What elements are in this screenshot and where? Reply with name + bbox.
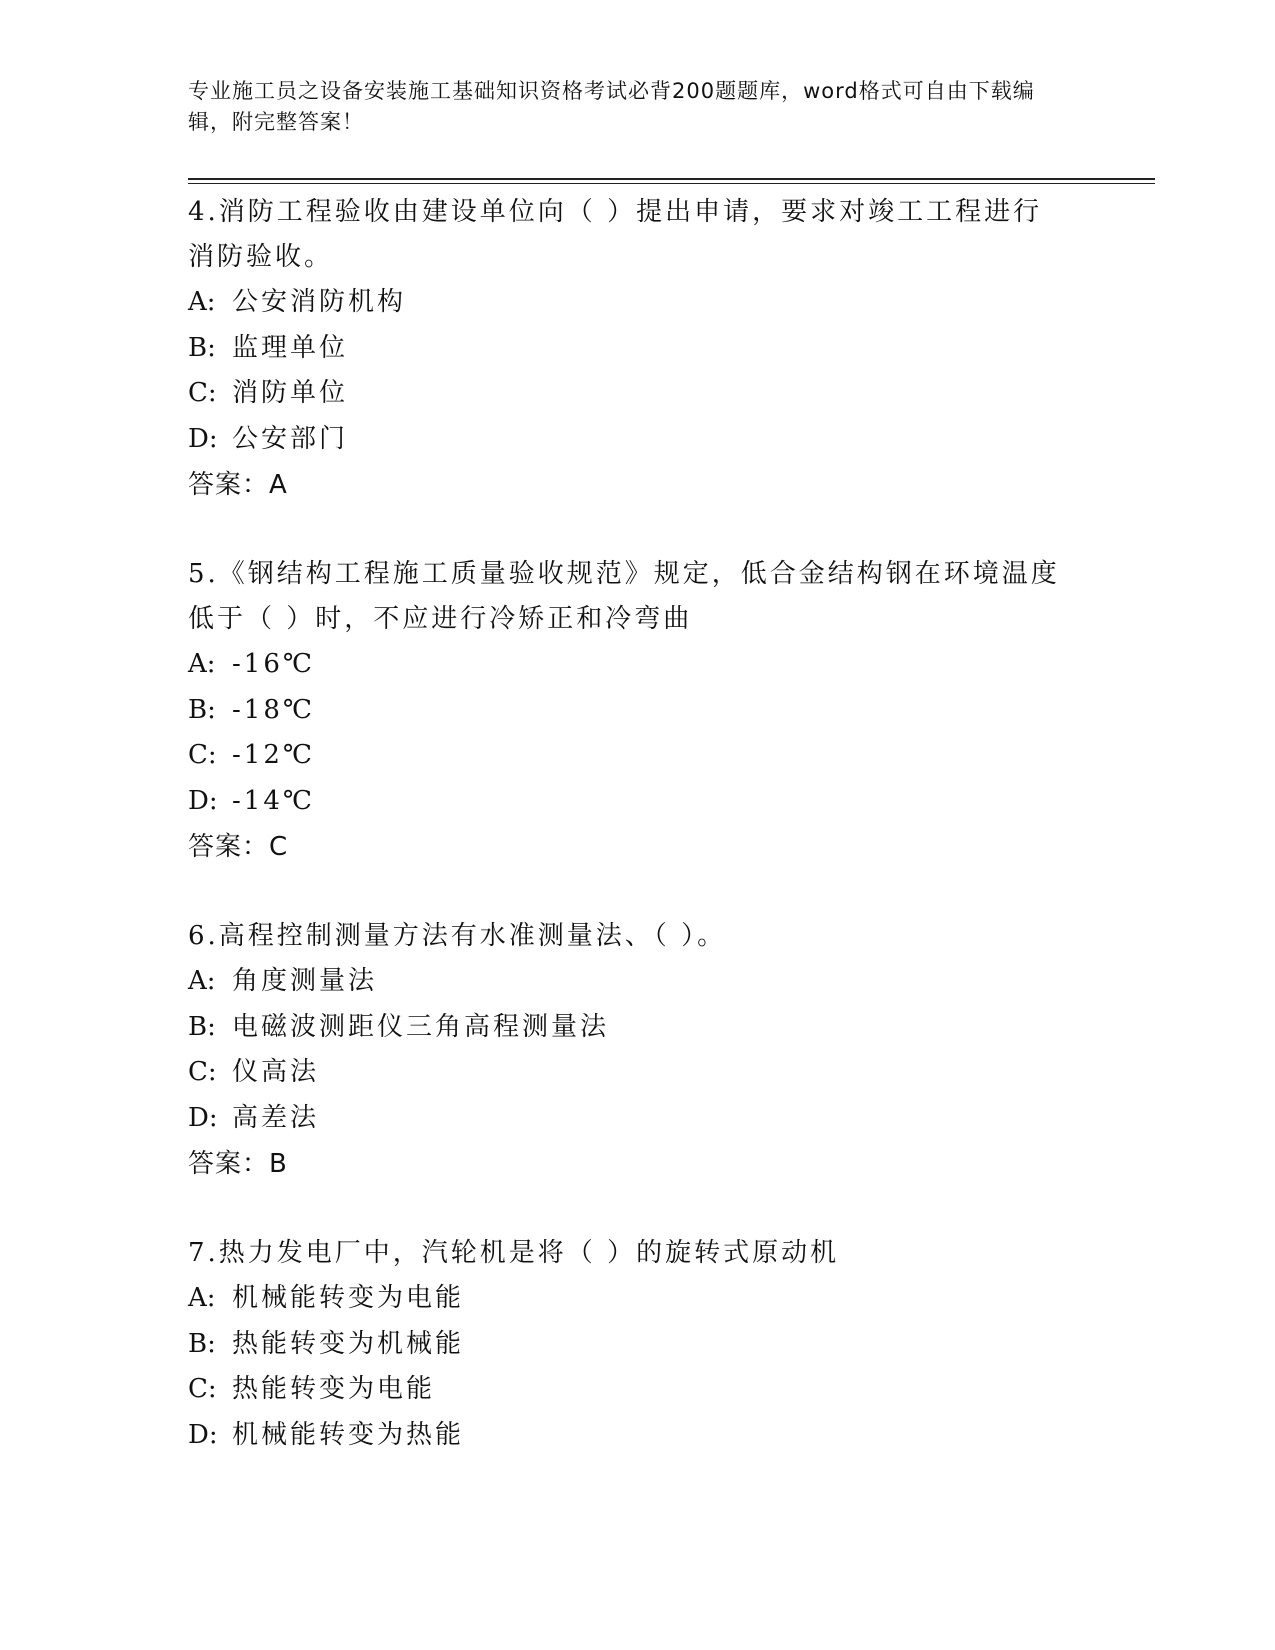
option-text: 公安部门	[232, 423, 349, 454]
option-label: D:	[188, 785, 218, 816]
option-text: 监理单位	[232, 332, 349, 363]
answer-text: 答案：A	[188, 470, 288, 500]
option-a	[188, 280, 1088, 326]
option-a	[188, 1276, 1088, 1322]
question-stem: 7.热力发电厂中，汽轮机是将（ ）的旋转式原动机	[188, 1238, 840, 1268]
option-label: C:	[188, 740, 217, 770]
question-6	[188, 914, 1088, 1187]
option-d	[188, 1413, 1088, 1459]
option-text: -12℃	[232, 740, 315, 770]
option-label: C:	[188, 1374, 217, 1404]
option-text: 消防单位	[232, 378, 349, 408]
option-d	[188, 1096, 1088, 1142]
option-b	[188, 1322, 1088, 1368]
question-5	[188, 552, 1088, 870]
question-7	[188, 1231, 1088, 1458]
option-b	[188, 326, 1088, 372]
option-label: C:	[188, 378, 217, 408]
header-divider-thin	[188, 183, 1155, 184]
option-label: D:	[188, 1102, 218, 1133]
option-b	[188, 1005, 1088, 1051]
option-text: -16℃	[232, 649, 315, 679]
option-label: B:	[188, 1328, 216, 1359]
option-label: D:	[188, 1419, 218, 1450]
option-label: B:	[188, 1011, 216, 1042]
answer-text: 答案：B	[188, 1149, 288, 1179]
option-c	[188, 1367, 1088, 1413]
question-stem: 5.《钢结构工程施工质量验收规范》规定，低合金结构钢在环境温度低于（ ）时，不应进行冷矫正和冷弯曲	[188, 559, 1060, 634]
option-label: B:	[188, 332, 216, 363]
option-label: B:	[188, 694, 216, 725]
option-d	[188, 417, 1088, 463]
option-text: -18℃	[232, 694, 315, 725]
document-header: 专业施工员之设备安装施工基础知识资格考试必背200题题库，word格式可自由下载编辑，附完整答案！	[188, 79, 1035, 134]
option-b	[188, 688, 1088, 734]
answer-text: 答案：C	[188, 832, 289, 862]
option-text: 电磁波测距仪三角高程测量法	[232, 1011, 610, 1042]
option-label: A:	[188, 966, 216, 996]
question-stem: 6.高程控制测量方法有水准测量法、（ ）。	[188, 921, 727, 951]
option-text: -14℃	[232, 785, 315, 816]
option-a	[188, 642, 1088, 688]
option-c	[188, 733, 1088, 779]
option-text: 机械能转变为热能	[232, 1419, 465, 1450]
option-label: D:	[188, 423, 218, 454]
option-text: 角度测量法	[232, 966, 378, 996]
question-4	[188, 190, 1088, 508]
option-text: 仪高法	[232, 1057, 320, 1087]
option-label: A:	[188, 1283, 216, 1313]
option-label: C:	[188, 1057, 217, 1087]
option-c	[188, 371, 1088, 417]
option-label: A:	[188, 287, 216, 317]
option-a	[188, 959, 1088, 1005]
question-stem: 4.消防工程验收由建设单位向（ ）提出申请，要求对竣工工程进行消防验收。	[188, 197, 1043, 272]
option-d	[188, 779, 1088, 825]
option-c	[188, 1050, 1088, 1096]
option-text: 高差法	[232, 1102, 320, 1133]
option-label: A:	[188, 649, 216, 679]
option-text: 公安消防机构	[232, 287, 407, 317]
question-list	[188, 190, 1088, 1502]
option-text: 机械能转变为电能	[232, 1283, 465, 1313]
option-text: 热能转变为机械能	[232, 1328, 465, 1359]
header-divider-thick	[188, 178, 1155, 180]
option-text: 热能转变为电能	[232, 1374, 436, 1404]
